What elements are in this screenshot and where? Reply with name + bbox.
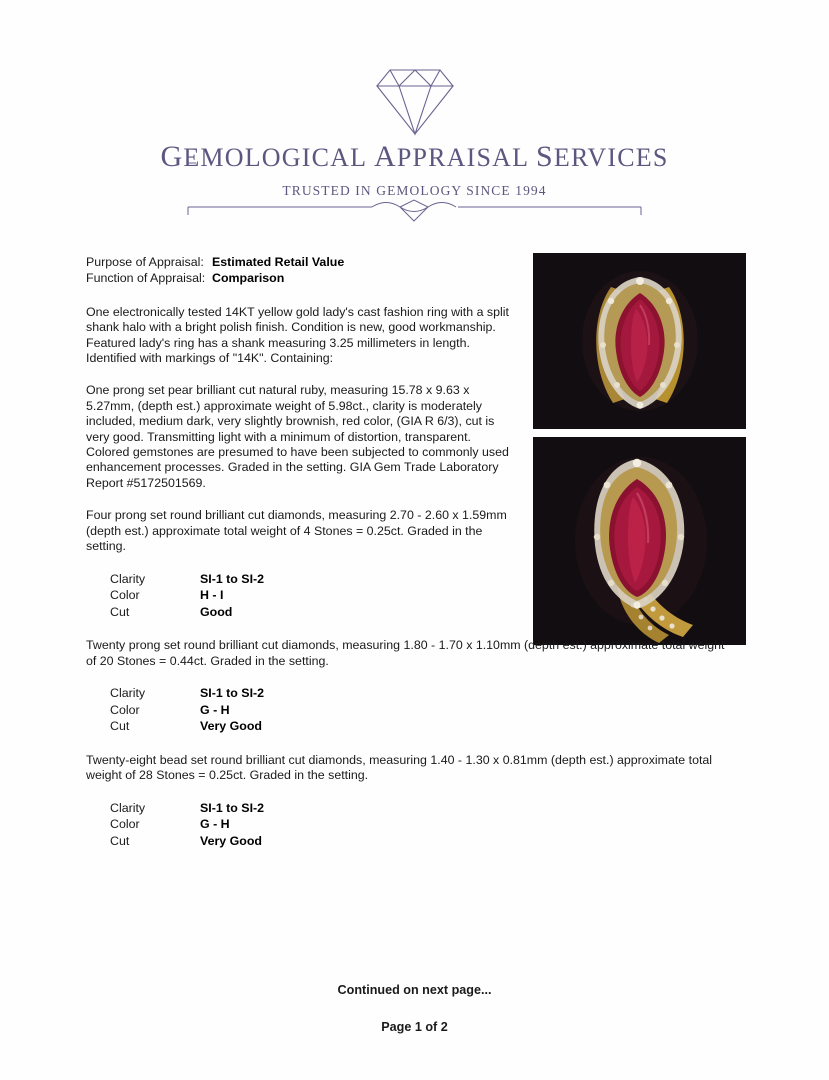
cut-value: Good (200, 604, 233, 619)
color-label: Color (110, 588, 140, 603)
spec-table-four-prong (110, 572, 746, 621)
appraisal-body (86, 255, 746, 867)
color-value: G - H (200, 817, 230, 832)
letterhead (0, 62, 829, 233)
spec-table-twenty-prong (110, 686, 746, 735)
color-value: H - I (200, 588, 224, 603)
purpose-function-block (86, 255, 746, 287)
continued-notice: Continued on next page... (337, 983, 492, 997)
function-value: Comparison (212, 271, 285, 286)
clarity-label: Clarity (110, 800, 146, 815)
letterhead-flourish-icon (0, 199, 829, 233)
paragraph-ruby: One prong set pear brilliant cut natural ruby, measuring 15.78 x 9.63 x 5.27mm, (depth est.) approximate weight of 5.98ct., clarity is moderately included, medium dark, very slightly brownish, red color, (GIA R 6/3), cut is very good. Transmitting light with a minimum of distortion, transparent. Colored gemstones are presumed to have been subjected to commonly used enhancement processes. Graded in the setting. GIA Gem Trade Laboratory Report #5172501569. (86, 383, 509, 490)
clarity-value: SI-1 to SI-2 (200, 686, 265, 701)
spec-table-twentyeight-bead (110, 801, 746, 850)
clarity-label: Clarity (110, 686, 146, 701)
cut-label: Cut (110, 719, 130, 734)
cut-value: Very Good (200, 833, 262, 848)
diamond-logo-icon (355, 62, 475, 138)
clarity-label: Clarity (110, 571, 146, 586)
company-name-part3-lead: S (535, 140, 554, 173)
purpose-label: Purpose of Appraisal: (86, 255, 204, 269)
cut-value: Very Good (200, 719, 262, 734)
company-title-row (0, 140, 829, 182)
paragraph-twentyeight-bead: Twenty-eight bead set round brilliant cut diamonds, measuring 1.40 - 1.30 x 0.81mm (depth est.) approximate total weight of 28 Stones = 0.25ct. Graded in the setting. (86, 752, 713, 783)
company-name (160, 140, 668, 174)
company-name-part1: EMOLOGICAL (183, 143, 367, 172)
page-number: Page 1 of 2 (381, 1020, 448, 1034)
paragraph-description: One electronically tested 14KT yellow gold lady's cast fashion ring with a split shank halo with a bright polish finish. Condition is new, good workmanship. Featured lady's ring has a shank measuring 3.25 millimeters in length. Identified with markings of "14K". Containing: (86, 304, 509, 366)
cut-label: Cut (110, 833, 130, 848)
color-label: Color (110, 702, 140, 717)
company-name-part2-lead: A (373, 140, 397, 173)
paragraph-four-prong: Four prong set round brilliant cut diamonds, measuring 2.70 - 2.60 x 1.59mm (depth est.) approximate total weight of 4 Stones = 0.25ct. Graded in the setting. (86, 508, 507, 554)
company-name-part3: ERVICES (553, 143, 669, 172)
clarity-value: SI-1 to SI-2 (200, 571, 265, 586)
color-label: Color (110, 817, 140, 832)
purpose-value: Estimated Retail Value (212, 255, 345, 269)
tagline: TRUSTED IN GEMOLOGY SINCE 1994 (282, 183, 547, 198)
title-rule-left (0, 162, 829, 164)
clarity-value: SI-1 to SI-2 (200, 800, 265, 815)
color-value: G - H (200, 702, 230, 717)
company-name-part1-lead: G (160, 140, 184, 173)
cut-label: Cut (110, 604, 130, 619)
paragraph-twenty-prong: Twenty prong set round brilliant cut diamonds, measuring 1.80 - 1.70 x 1.10mm (depth est.) approximate total weight of 20 Stones = 0.44ct. Graded in the setting. (86, 638, 725, 668)
company-name-part2: PPRAISAL (396, 143, 529, 172)
function-label: Function of Appraisal: (86, 271, 206, 286)
